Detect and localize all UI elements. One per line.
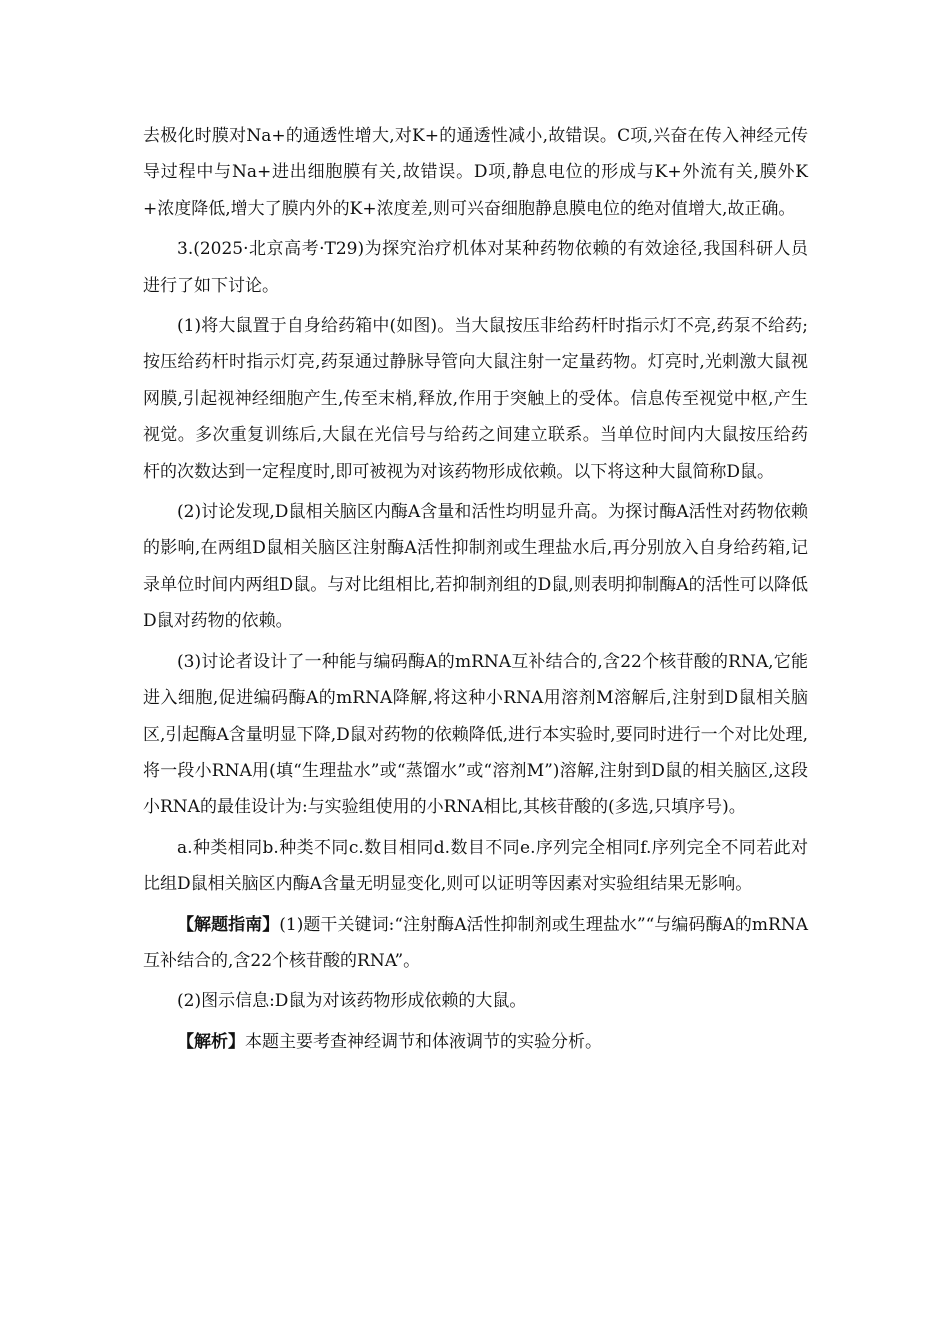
analysis bbox=[143, 1024, 808, 1060]
solution-guide-text: (1)题干关键词:“注射酶A活性抑制剂或生理盐水”“与编码酶A的mRNA互补结合的,含22个核苷酸的RNA”。 bbox=[143, 914, 808, 971]
paragraph-answer-continuation: 去极化时膜对Na+的通透性增大,对K+的通透性减小,故错误。C项,兴奋在传入神经元传导过程中与Na+进出细胞膜有关,故错误。D项,静息电位的形成与K+外流有关,膜外K+浓度降低,增大了膜内外的K+浓度差,则可兴奋细胞静息膜电位的绝对值增大,故正确。 bbox=[143, 126, 808, 219]
analysis-tag: 【解析】 bbox=[177, 1031, 245, 1052]
question-3-options: a.种类相同b.种类不同c.数目相同d.数目不同e.序列完全相同f.序列完全不同若此对比组D鼠相关脑区内酶A含量无明显变化,则可以证明等因素对实验组结果无影响。 bbox=[143, 837, 808, 895]
solution-guide-part-2: (2)图示信息:D鼠为对该药物形成依赖的大鼠。 bbox=[177, 991, 527, 1012]
question-3-intro: 3.(2025·北京高考·T29)为探究治疗机体对某种药物依赖的有效途径,我国科研人员进行了如下讨论。 bbox=[143, 239, 808, 296]
document-page bbox=[143, 118, 808, 1064]
analysis-text: 本题主要考查神经调节和体液调节的实验分析。 bbox=[245, 1031, 602, 1052]
solution-guide bbox=[143, 907, 808, 980]
solution-guide-tag: 【解题指南】 bbox=[177, 914, 280, 935]
question-3-part-3: (3)讨论者设计了一种能与编码酶A的mRNA互补结合的,含22个核苷酸的RNA,它能进入细胞,促进编码酶A的mRNA降解,将这种小RNA用溶剂M溶解后,注射到D鼠相关脑区,引起酶A含量明显下降,D鼠对药物的依赖降低,进行本实验时,要同时进行一个对比处理,将一段小RNA用(填“生理盐水”或“蒸馏水”或“溶剂M”)溶解,注射到D鼠的相关脑区,这段小RNA的最佳设计为:与实验组使用的小RNA相比,其核苷酸的(多选,只填序号)。 bbox=[143, 651, 808, 818]
question-3-part-1: (1)将大鼠置于自身给药箱中(如图)。当大鼠按压非给药杆时指示灯不亮,药泵不给药;按压给药杆时指示灯亮,药泵通过静脉导管向大鼠注射一定量药物。灯亮时,光刺激大鼠视网膜,引起视神经细胞产生,传至末梢,释放,作用于突触上的受体。信息传至视觉中枢,产生视觉。多次重复训练后,大鼠在光信号与给药之间建立联系。当单位时间内大鼠按压给药杆的次数达到一定程度时,即可被视为对该药物形成依赖。以下将这种大鼠简称D鼠。 bbox=[143, 316, 808, 482]
question-3-part-2: (2)讨论发现,D鼠相关脑区内酶A含量和活性均明显升高。为探讨酶A活性对药物依赖的影响,在两组D鼠相关脑区注射酶A活性抑制剂或生理盐水后,再分别放入自身给药箱,记录单位时间内两组D鼠。与对比组相比,若抑制剂组的D鼠,则表明抑制酶A的活性可以降低D鼠对药物的依赖。 bbox=[143, 502, 808, 632]
